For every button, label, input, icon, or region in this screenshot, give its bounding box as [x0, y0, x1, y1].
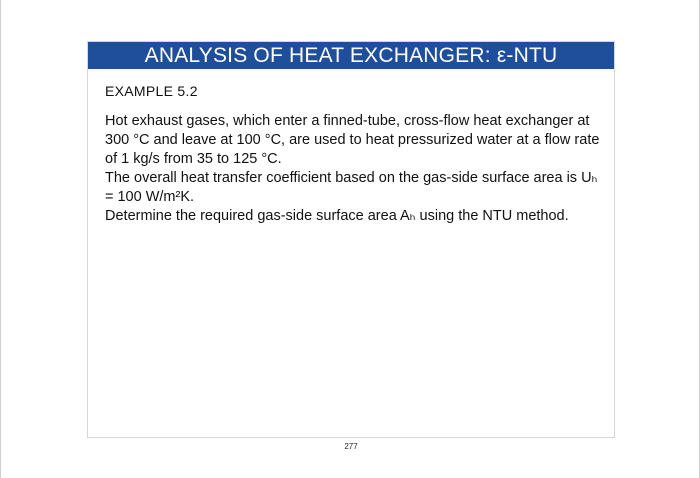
slide-title: ANALYSIS OF HEAT EXCHANGER: ε-NTU: [88, 42, 614, 69]
example-label: EXAMPLE 5.2: [105, 83, 198, 99]
page-number: 277: [344, 442, 358, 451]
problem-paragraph-2: The overall heat transfer coefficient based on the gas-side surface area is Uₕ = 100 W/m²K.: [105, 170, 598, 205]
problem-paragraph-1: Hot exhaust gases, which enter a finned-tube, cross-flow heat exchanger at 300 °C and leave at 100 °C, are used to heat pressurized water at a flow rate of 1 kg/s from 35 to 125 °C.: [105, 113, 600, 167]
problem-statement: [105, 112, 605, 226]
slide: [87, 41, 615, 438]
problem-paragraph-3: Determine the required gas-side surface area Aₕ using the NTU method.: [105, 208, 569, 224]
